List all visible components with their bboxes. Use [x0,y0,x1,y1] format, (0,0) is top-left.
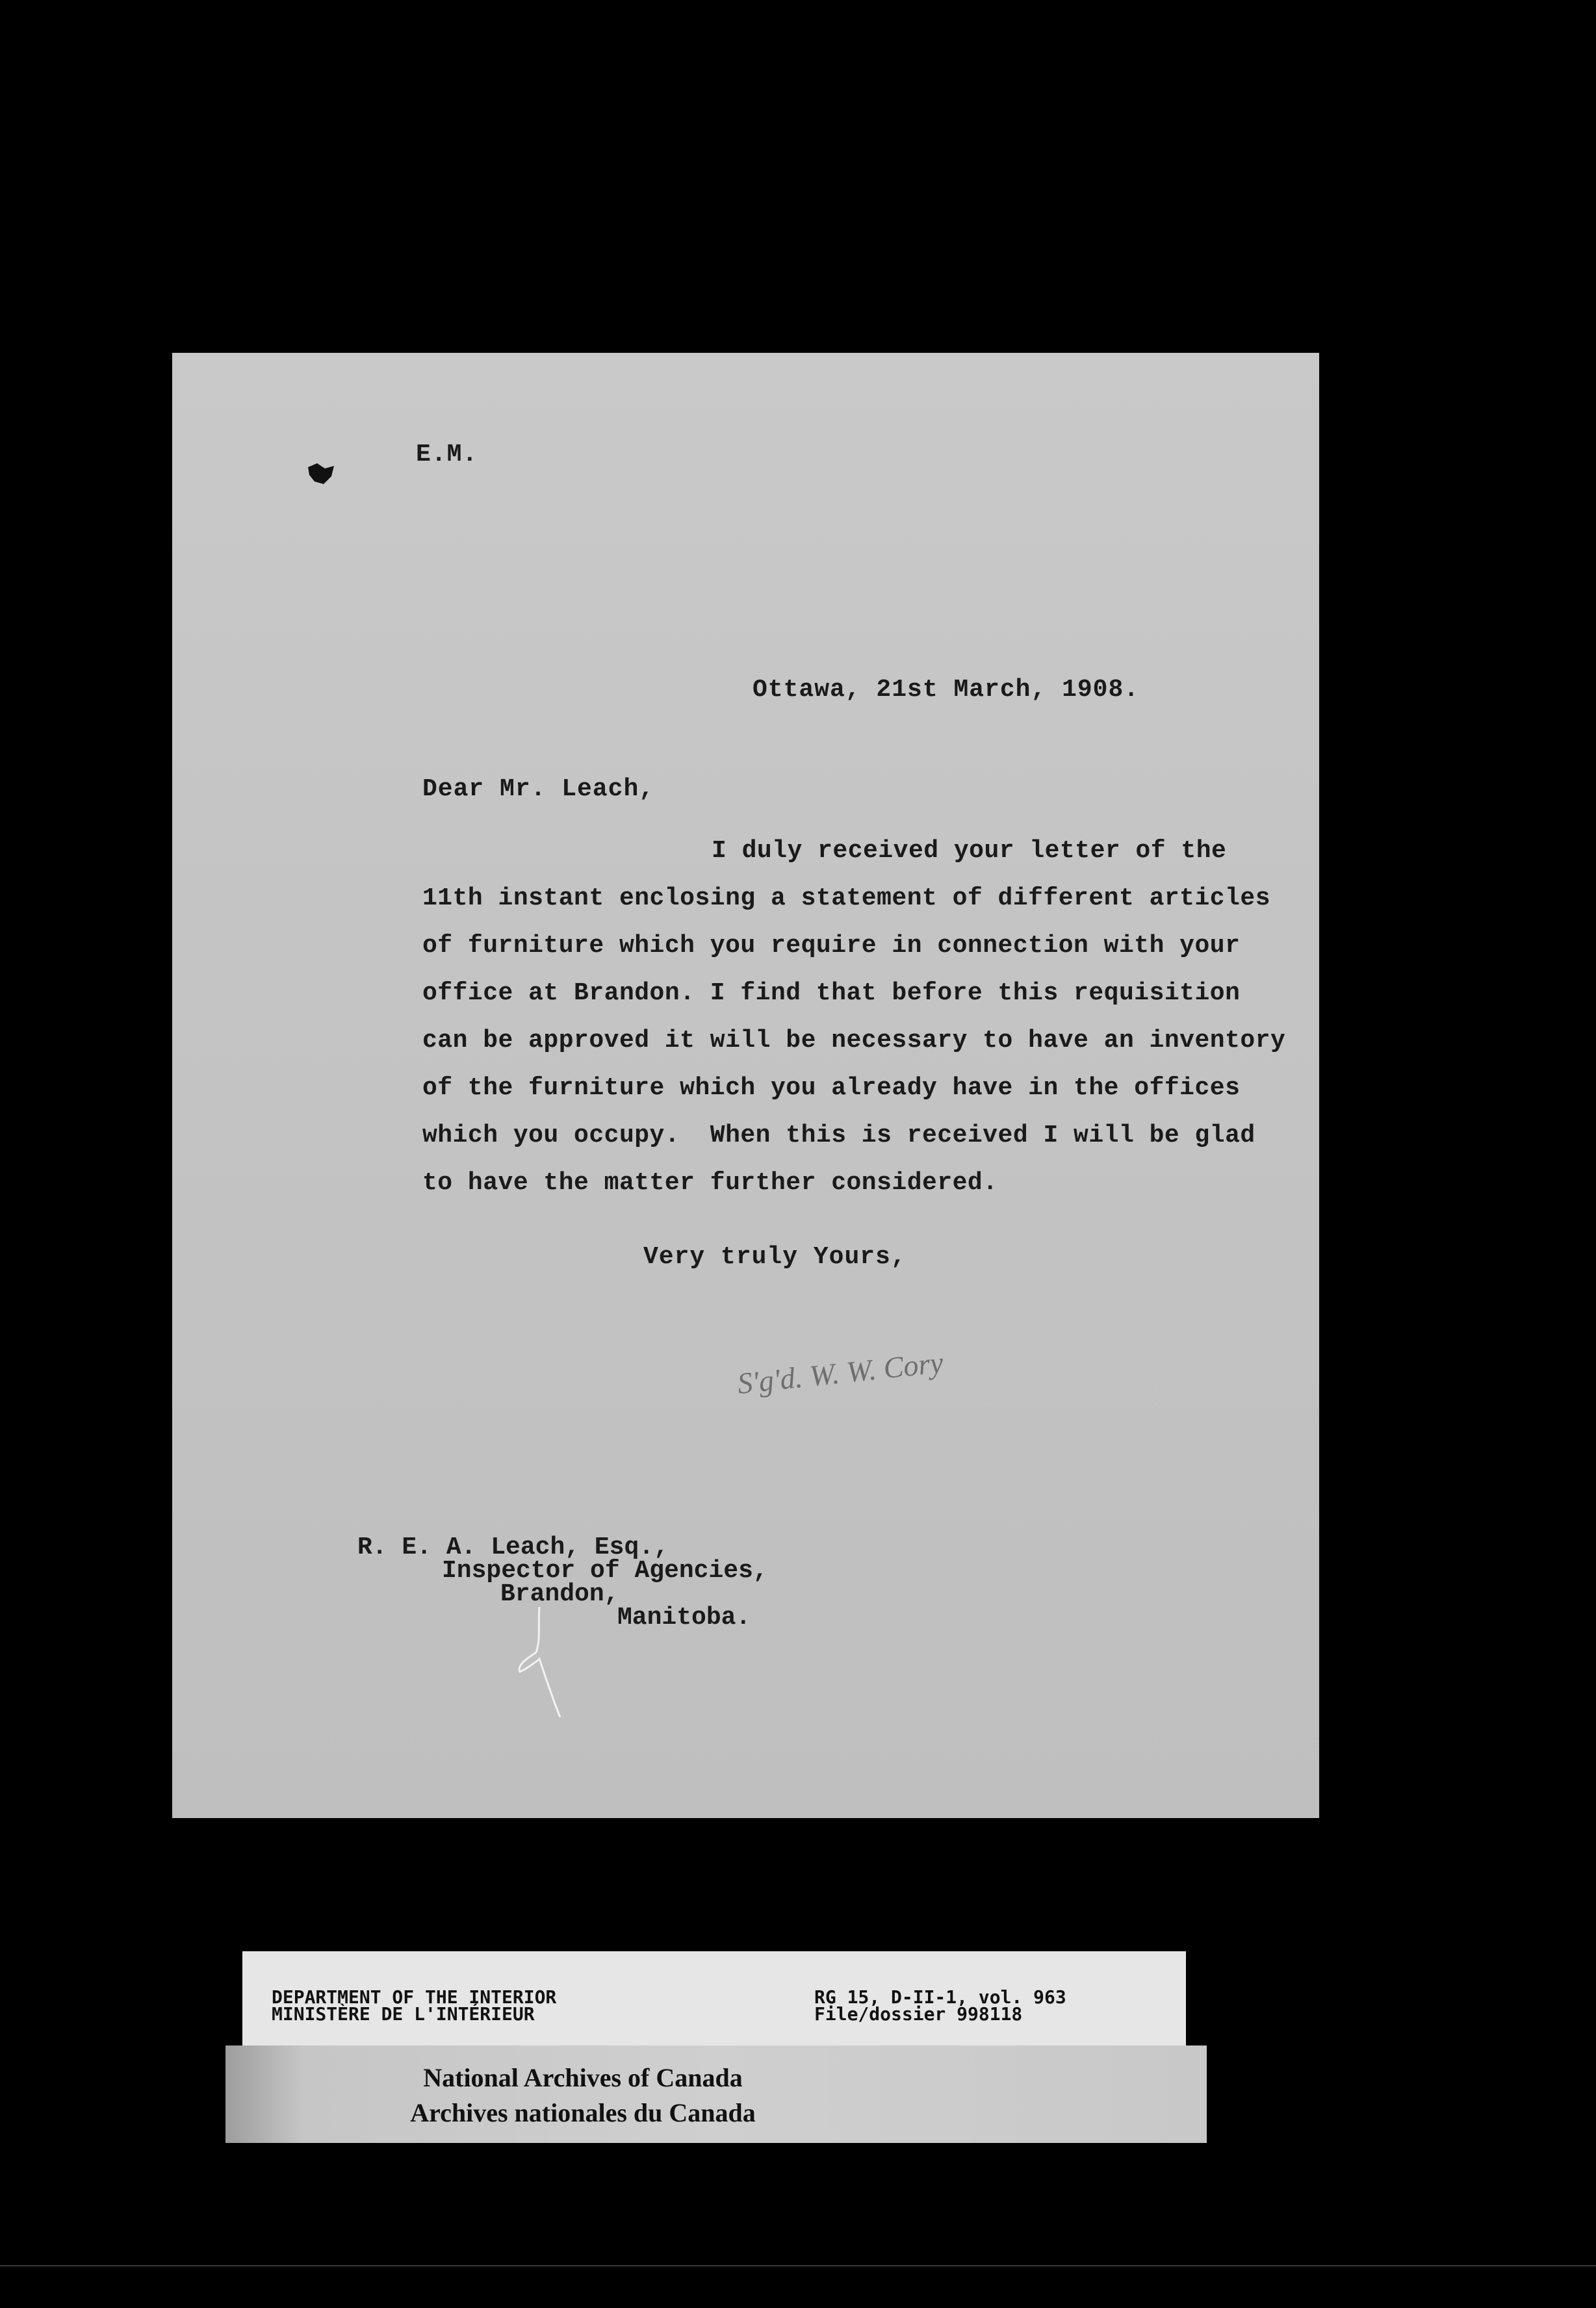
record-group-reference: RG 15, D-II-1, vol. 963 [814,1986,1066,2008]
body-line: 11th instant enclosing a statement of different articles [422,884,1271,912]
address-line: Brandon, [500,1580,619,1608]
archive-reference-stamp [242,1951,1186,2045]
body-line: can be approved it will be necessary to have an inventory [422,1027,1286,1055]
address-line: Inspector of Agencies, [442,1557,768,1585]
closing: Very truly Yours, [643,1243,907,1271]
salutation: Dear Mr. Leach, [422,775,655,803]
archives-name-french: Archives nationales du Canada [410,2098,756,2127]
body-line: which you occupy. When this is received I will be glad [422,1122,1255,1149]
body-line: of furniture which you require in connection with your [422,932,1241,960]
ink-blot-mark [305,462,337,488]
body-line: to have the matter further considered. [422,1169,998,1197]
signature: S'g'd. W. W. Cory [736,1345,945,1400]
initials: E.M. [416,441,478,468]
archives-banner [225,2045,1207,2143]
body-line: I duly received your letter of the [712,837,1227,865]
body-line: office at Brandon. I find that before this requisition [422,979,1241,1007]
film-edge-line [0,2265,1596,2266]
address-line: R. E. A. Leach, Esq., [357,1533,669,1561]
body-line: of the furniture which you already have in the offices [422,1074,1241,1102]
department-french: MINISTÈRE DE L'INTÉRIEUR [272,2003,535,2025]
file-number: File/dossier 998118 [814,2003,1023,2025]
dateline: Ottawa, 21st March, 1908. [753,676,1140,704]
pencil-mark [500,1607,578,1724]
address-line: Manitoba. [617,1604,751,1632]
department-english: DEPARTMENT OF THE INTERIOR [272,1986,557,2008]
letter-page [172,353,1319,1818]
archives-name-english: National Archives of Canada [423,2063,743,2092]
